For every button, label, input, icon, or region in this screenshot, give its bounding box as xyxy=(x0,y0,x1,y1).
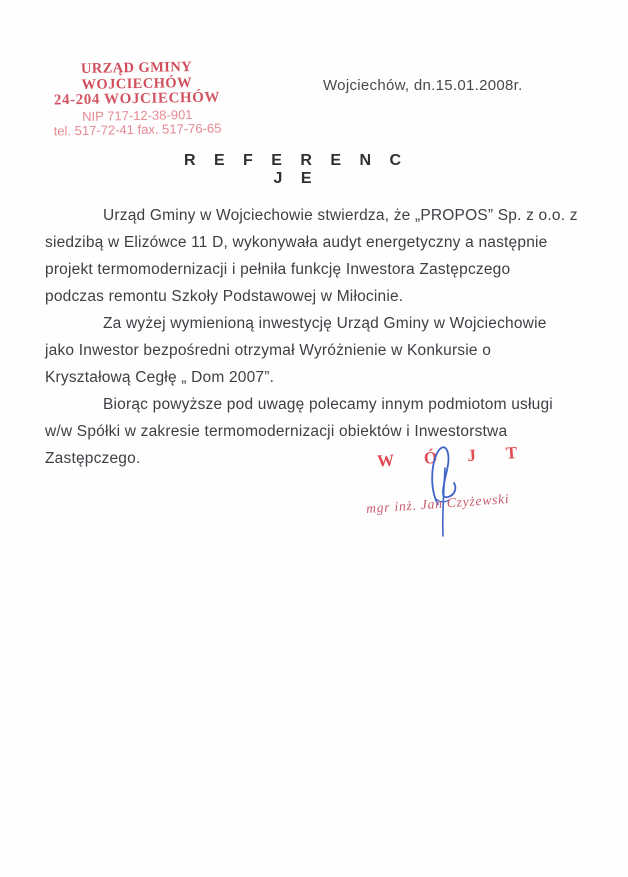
letter-body xyxy=(45,202,578,472)
body-line: projekt termomodernizacji i pełniła funkcję Inwestora Zastępczego xyxy=(45,261,511,278)
body-line: w/w Spółki w zakresie termomodernizacji obiektów i Inwestorstwa xyxy=(45,423,508,440)
body-line: Za wyżej wymienioną inwestycję Urząd Gminy w Wojciechowie xyxy=(103,315,547,332)
body-line: siedzibą w Elizówce 11 D, wykonywała audyt energetyczny a następnie xyxy=(45,234,548,251)
document-title: R E F E R E N C J E xyxy=(183,152,409,187)
stamp-phone: tel. 517-72-41 fax. 517-76-65 xyxy=(53,120,222,139)
body-line: Zastępczego. xyxy=(45,450,141,467)
office-stamp xyxy=(33,58,240,139)
handwritten-signature-ink xyxy=(410,440,480,545)
mayor-title-stamp: W Ó J T xyxy=(376,442,531,471)
body-line: podczas remontu Szkoły Podstawowej w Miłocinie. xyxy=(45,288,404,305)
signer-name: mgr inż. Jan Czyżewski xyxy=(365,491,510,516)
body-line: Urząd Gminy w Wojciechowie stwierdza, że „PROPOS” Sp. z o.o. z xyxy=(103,207,578,224)
stamp-address: 24-204 WOJCIECHÓW xyxy=(53,89,221,109)
body-line: Kryształową Cegłę „ Dom 2007”. xyxy=(45,369,275,386)
body-line: Biorąc powyższe pod uwagę polecamy innym podmiotom usługi xyxy=(103,396,553,413)
stamp-nip: NIP 717-12-38-901 xyxy=(82,107,193,124)
date-line: Wojciechów, dn.15.01.2008r. xyxy=(323,77,523,94)
stamp-office-name: URZĄD GMINY WOJCIECHÓW xyxy=(80,59,193,93)
body-line: jako Inwestor bezpośredni otrzymał Wyróżnienie w Konkursie o xyxy=(45,342,492,359)
